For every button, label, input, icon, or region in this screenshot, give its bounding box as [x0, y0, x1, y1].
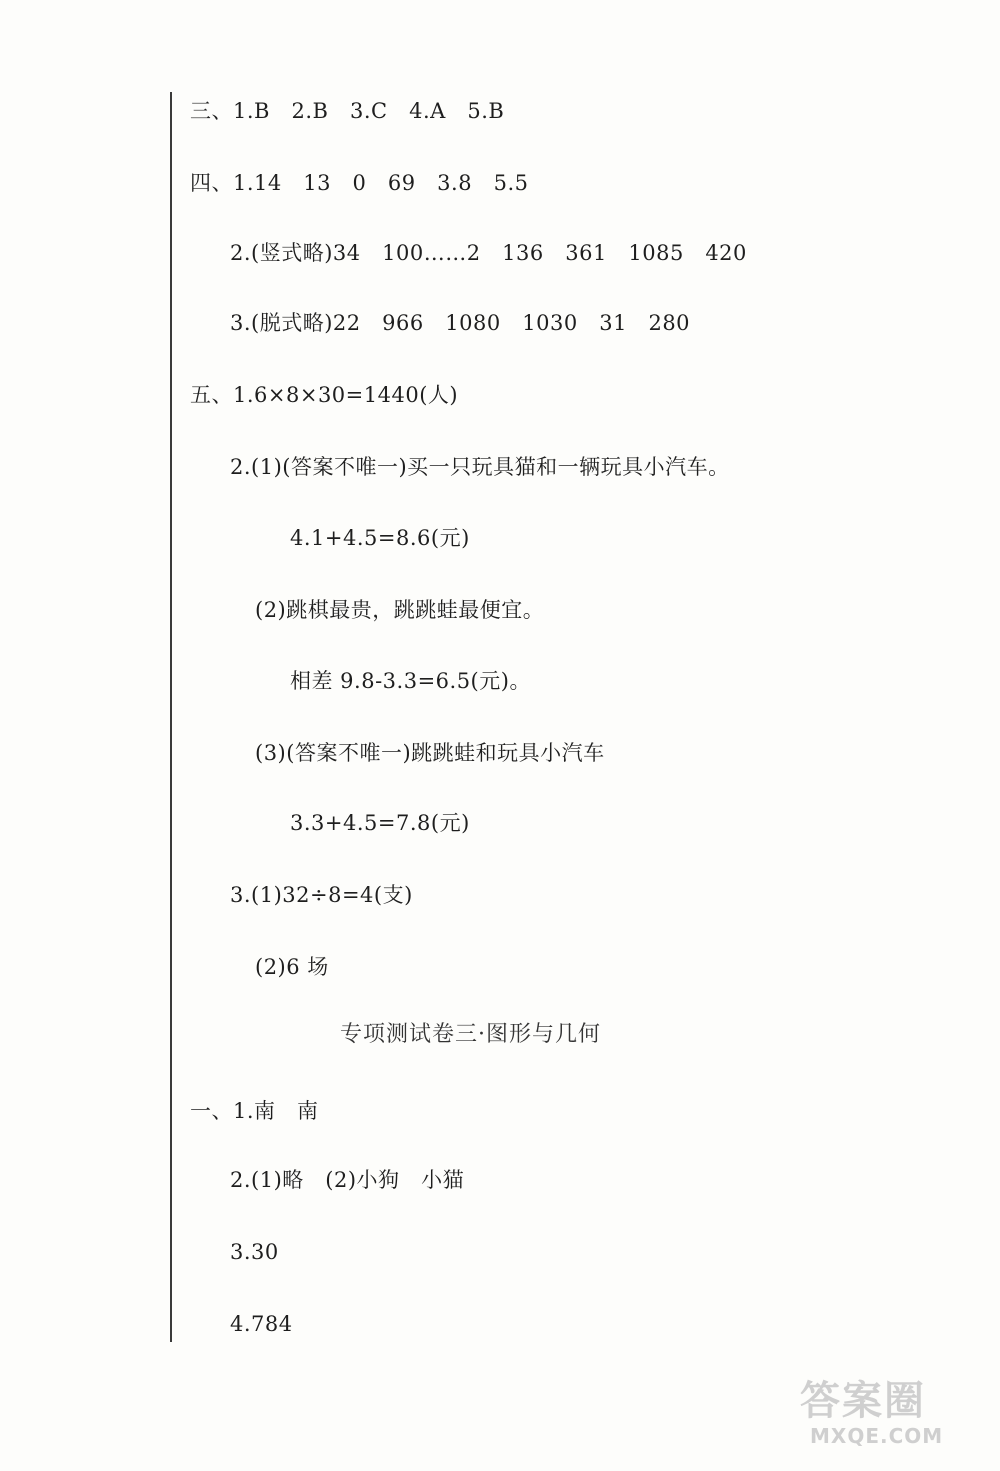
answer-line-si-1: 四、1.14 13 0 69 3.8 5.5	[190, 171, 529, 195]
answer-line-wu-2-1-calc: 4.1+4.5=8.6(元)	[290, 526, 470, 550]
answer-line-wu-2-3-calc: 3.3+4.5=7.8(元)	[290, 811, 470, 835]
answer-line-si-2: 2.(竖式略)34 100……2 136 361 1085 420	[230, 241, 747, 265]
answer-line-wu-2-2-calc: 相差 9.8-3.3=6.5(元)。	[290, 669, 531, 693]
watermark-logo: 答案圈	[800, 1378, 926, 1424]
geometry-line-yi-3: 3.30	[230, 1240, 279, 1264]
answer-line-wu-2-1: 2.(1)(答案不唯一)买一只玩具猫和一辆玩具小汽车。	[230, 455, 730, 479]
answer-line-wu-1: 五、1.6×8×30=1440(人)	[190, 383, 459, 407]
geometry-line-yi-2: 2.(1)略 (2)小狗 小猫	[230, 1168, 465, 1192]
answer-line-si-3: 3.(脱式略)22 966 1080 1030 31 280	[230, 311, 691, 335]
answer-line-wu-3-1: 3.(1)32÷8=4(支)	[230, 883, 413, 907]
geometry-line-yi-1: 一、1.南 南	[190, 1099, 319, 1123]
answer-line-wu-2-3: (3)(答案不唯一)跳跳蛙和玩具小汽车	[255, 741, 605, 765]
section-title: 专项测试卷三·图形与几何	[340, 1022, 601, 1047]
site-watermark	[800, 1378, 990, 1458]
answer-line-wu-3-2: (2)6 场	[255, 955, 329, 979]
answer-line-wu-2-2: (2)跳棋最贵，跳跳蛙最便宜。	[255, 598, 545, 622]
answer-line-san: 三、1.B 2.B 3.C 4.A 5.B	[190, 99, 505, 123]
margin-rule	[170, 92, 172, 1342]
geometry-line-yi-4: 4.784	[230, 1312, 293, 1336]
watermark-site: MXQE.COM	[810, 1424, 944, 1448]
